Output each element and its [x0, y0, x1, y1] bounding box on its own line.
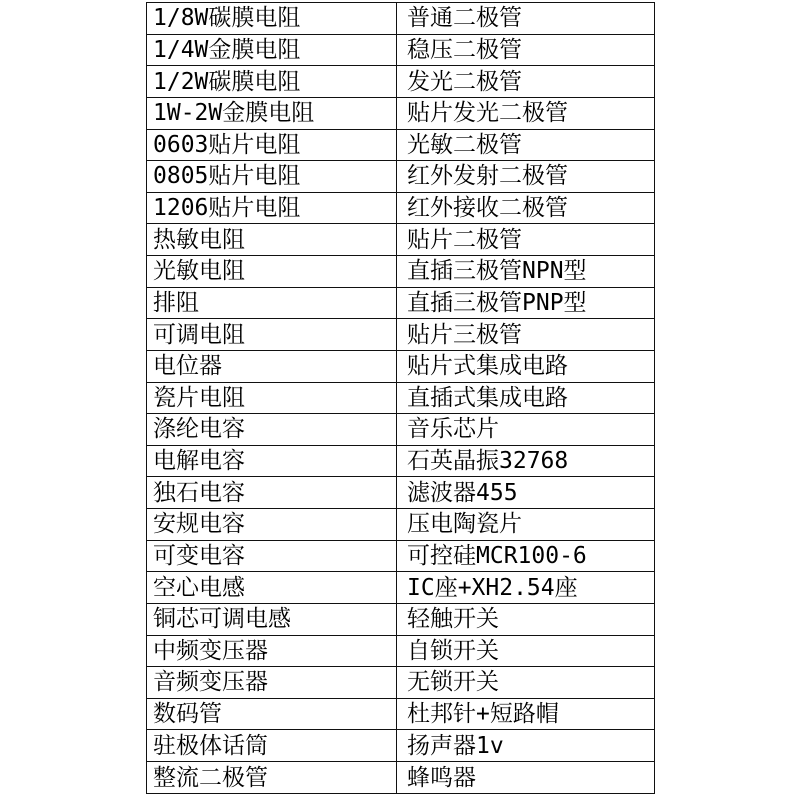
table-row	[147, 319, 655, 351]
component-cell-right: 发光二极管	[397, 66, 655, 98]
component-cell-left: 驻极体话筒	[147, 730, 397, 762]
component-cell-right: 贴片二极管	[397, 224, 655, 256]
component-cell-right: 扬声器1v	[397, 730, 655, 762]
component-cell-left: 独石电容	[147, 477, 397, 509]
component-cell-right: 直插三极管PNP型	[397, 287, 655, 319]
table-row	[147, 667, 655, 699]
component-cell-left: 涤纶电容	[147, 414, 397, 446]
component-cell-left: 空心电感	[147, 572, 397, 604]
parts-table-body	[147, 3, 655, 794]
component-cell-left: 可变电容	[147, 540, 397, 572]
component-cell-left: 音频变压器	[147, 667, 397, 699]
table-row	[147, 224, 655, 256]
table-row	[147, 572, 655, 604]
table-row	[147, 414, 655, 446]
component-cell-left: 安规电容	[147, 509, 397, 541]
component-cell-left: 数码管	[147, 698, 397, 730]
component-cell-left: 排阻	[147, 287, 397, 319]
component-cell-right: 石英晶振32768	[397, 445, 655, 477]
component-cell-left: 中频变压器	[147, 635, 397, 667]
table-row	[147, 445, 655, 477]
component-cell-right: 可控硅MCR100-6	[397, 540, 655, 572]
table-row	[147, 129, 655, 161]
component-cell-right: 音乐芯片	[397, 414, 655, 446]
component-cell-right: 普通二极管	[397, 3, 655, 35]
table-row	[147, 34, 655, 66]
component-cell-right: 轻触开关	[397, 603, 655, 635]
component-cell-right: 红外接收二极管	[397, 192, 655, 224]
component-cell-left: 0805贴片电阻	[147, 161, 397, 193]
component-cell-left: 热敏电阻	[147, 224, 397, 256]
table-row	[147, 698, 655, 730]
table-row	[147, 540, 655, 572]
component-cell-right: 贴片发光二极管	[397, 97, 655, 129]
parts-list-sheet	[146, 2, 654, 794]
table-row	[147, 97, 655, 129]
component-cell-left: 电位器	[147, 350, 397, 382]
component-cell-right: 蜂鸣器	[397, 762, 655, 794]
parts-table	[146, 2, 655, 794]
component-cell-right: 直插三极管NPN型	[397, 256, 655, 288]
table-row	[147, 3, 655, 35]
table-row	[147, 509, 655, 541]
component-cell-right: 红外发射二极管	[397, 161, 655, 193]
component-cell-left: 0603贴片电阻	[147, 129, 397, 161]
component-cell-left: 可调电阻	[147, 319, 397, 351]
component-cell-right: IC座+XH2.54座	[397, 572, 655, 604]
table-row	[147, 256, 655, 288]
table-row	[147, 161, 655, 193]
table-row	[147, 287, 655, 319]
component-cell-right: 自锁开关	[397, 635, 655, 667]
component-cell-right: 光敏二极管	[397, 129, 655, 161]
table-row	[147, 603, 655, 635]
component-cell-left: 1206贴片电阻	[147, 192, 397, 224]
component-cell-left: 1/8W碳膜电阻	[147, 3, 397, 35]
table-row	[147, 477, 655, 509]
component-cell-right: 无锁开关	[397, 667, 655, 699]
component-cell-right: 稳压二极管	[397, 34, 655, 66]
component-cell-right: 贴片三极管	[397, 319, 655, 351]
component-cell-left: 整流二极管	[147, 762, 397, 794]
component-cell-left: 1/4W金膜电阻	[147, 34, 397, 66]
table-row	[147, 635, 655, 667]
component-cell-left: 电解电容	[147, 445, 397, 477]
component-cell-right: 杜邦针+短路帽	[397, 698, 655, 730]
table-row	[147, 350, 655, 382]
component-cell-left: 瓷片电阻	[147, 382, 397, 414]
component-cell-left: 1W-2W金膜电阻	[147, 97, 397, 129]
table-row	[147, 730, 655, 762]
component-cell-right: 贴片式集成电路	[397, 350, 655, 382]
component-cell-left: 1/2W碳膜电阻	[147, 66, 397, 98]
table-row	[147, 66, 655, 98]
component-cell-right: 直插式集成电路	[397, 382, 655, 414]
component-cell-left: 铜芯可调电感	[147, 603, 397, 635]
component-cell-right: 压电陶瓷片	[397, 509, 655, 541]
component-cell-left: 光敏电阻	[147, 256, 397, 288]
table-row	[147, 192, 655, 224]
table-row	[147, 762, 655, 794]
component-cell-right: 滤波器455	[397, 477, 655, 509]
table-row	[147, 382, 655, 414]
